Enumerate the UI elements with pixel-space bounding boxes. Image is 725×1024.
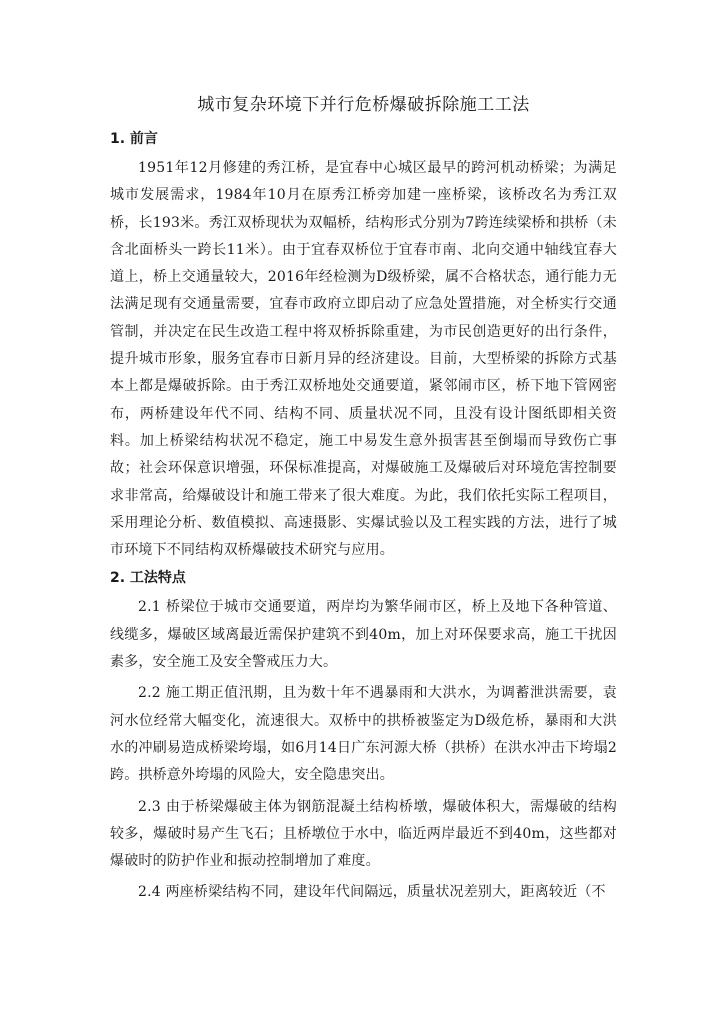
paragraph: 2.4 两座桥梁结构不同，建设年代间隔远，质量状况差别大，距离较近（不 bbox=[138, 884, 606, 901]
section-method-features bbox=[110, 568, 617, 906]
paragraph: 2.2 施工期正值汛期，且为数十年不遇暴雨和大洪水，为调蓄泄洪需要，袁河水位经常大幅变化，流速很大。双桥中的拱桥被鉴定为D级危桥，暴雨和大洪水的冲刷易造成桥梁垮塌，如6月14日广东河源大桥（拱桥）在洪水冲击下垮塌2跨。拱桥意外垮塌的风险大，安全隐患突出。 bbox=[110, 685, 617, 784]
section-heading: 2. 工法特点 bbox=[110, 570, 186, 587]
section-preface bbox=[110, 129, 617, 564]
section-heading: 1. 前言 bbox=[110, 131, 158, 147]
paragraph: 2.1 桥梁位于城市交通要道，两岸均为繁华闹市区，桥上及地下各种管道、线缆多，爆破区域离最近需保护建筑不到40m，加上对环保要求高，施工干扰因素多，安全施工及安全警戒压力大。 bbox=[110, 599, 617, 671]
paragraph: 2.3 由于桥梁爆破主体为钢筋混凝土结构桥墩，爆破体积大，需爆破的结构较多，爆破时易产生飞石；且桥墩位于水中，临近两岸最近不到40m，这些都对爆破时的防护作业和振动控制增加了难度。 bbox=[110, 798, 617, 870]
document-title: 城市复杂环境下并行危桥爆破拆除施工工法 bbox=[197, 95, 530, 115]
paragraph: 1951年12月修建的秀江桥，是宜春中心城区最早的跨河机动桥梁；为满足城市发展需求，1984年10月在原秀江桥旁加建一座桥梁，该桥改名为秀江双桥，长193米。秀江双桥现状为双幅桥，结构形式分别为7跨连续梁桥和拱桥（未含北面桥头一跨长11米）。由于宜春双桥位于宜春市南、北向交通中轴线宜春大道上，桥上交通量较大，2016年经检测为D级桥梁，属不合格状态，通行能力无法满足现有交通量需要，宜春市政府立即启动了应急处置措施，对全桥实行交通管制，并决定在民生改造工程中将双桥拆除重建，为市民创造更好的出行条件，提升城市形象，服务宜春市日新月异的经济建设。目前，大型桥梁的拆除方式基本上都是爆破拆除。由于秀江双桥地处交通要道，紧邻闹市区，桥下地下管网密布，两桥建设年代不同、结构不同、质量状况不同，且没有设计图纸即相关资料。加上桥梁结构状况不稳定，施工中易发生意外损害甚至倒塌而导致伤亡事故；社会环保意识增强，环保标准提高，对爆破施工及爆破后对环境危害控制要求非常高，给爆破设计和施工带来了很大难度。为此，我们依托实际工程项目，采用理论分析、数值模拟、高速摄影、实爆试验以及工程实践的方法，进行了城市环境下不同结构双桥爆破技术研究与应用。 bbox=[110, 160, 617, 559]
